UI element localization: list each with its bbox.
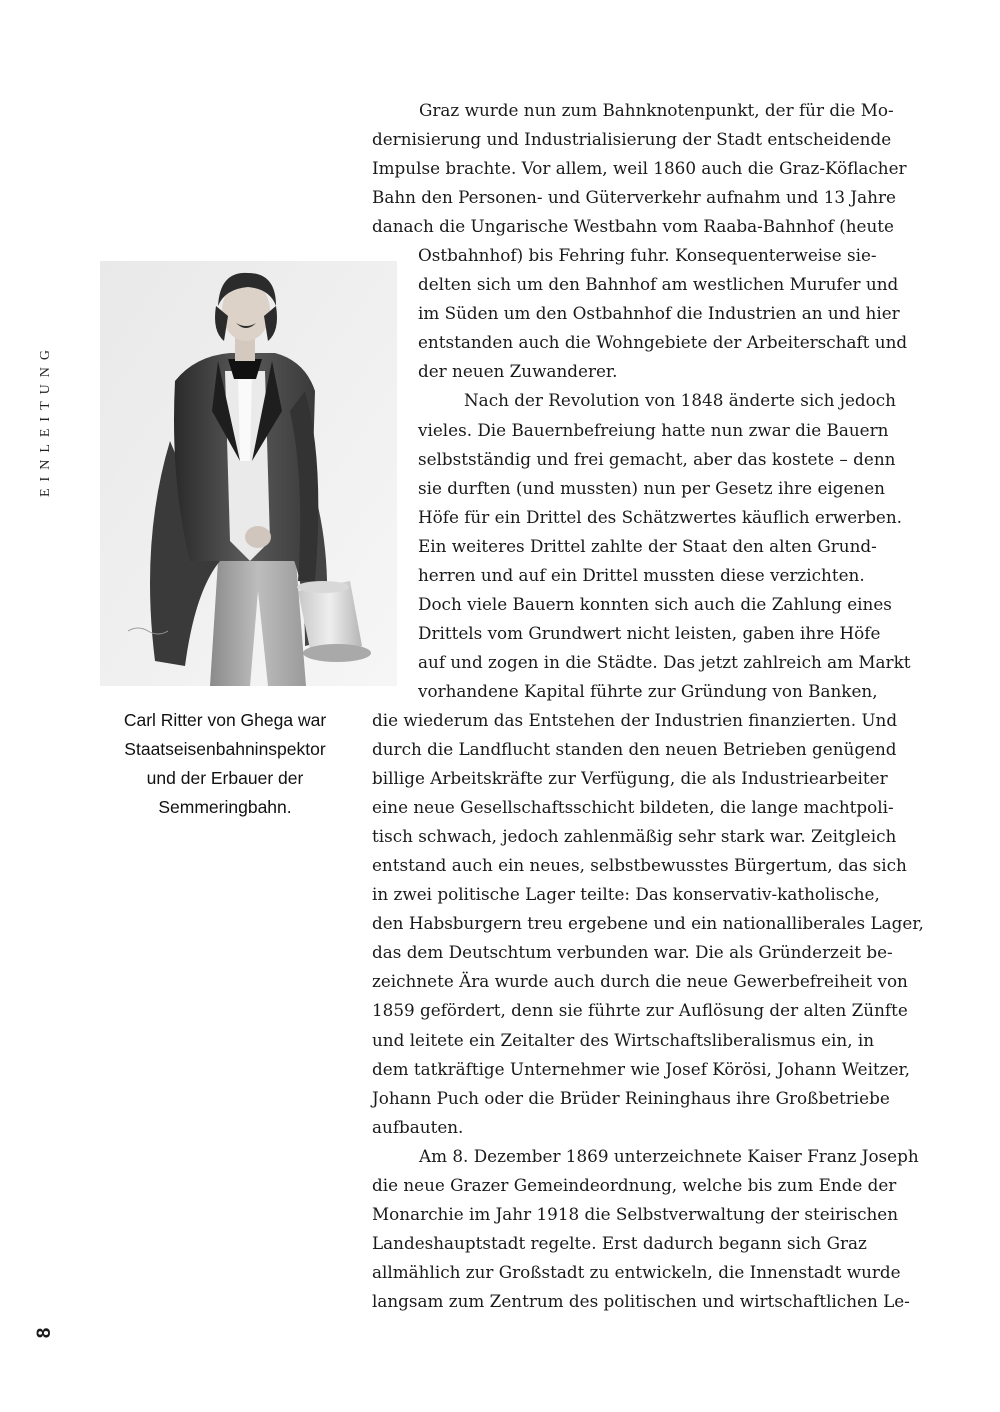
text-line: Johann Puch oder die Brüder Reininghaus ihre Großbetriebe [372,1087,890,1108]
text-line: Graz wurde nun zum Bahnknotenpunkt, der für die Mo- [419,100,894,120]
text-line: der neuen Zuwanderer. [418,361,618,382]
text-line: Ein weiteres Drittel zahlte der Staat den alten Grund- [418,535,877,556]
text-line: durch die Landflucht standen den neuen Betrieben genügend [372,739,897,760]
text-line: Impulse brachte. Vor allem, weil 1860 auch die Graz-Köflacher [372,158,907,179]
text-line: die wiederum das Entstehen der Industrien finanzierten. Und [372,709,898,730]
caption-line: Staatseisenbahninspektor [124,739,326,759]
text-line: Am 8. Dezember 1869 unterzeichnete Kaiser Franz Joseph [419,1145,919,1166]
text-line: sie durften (und mussten) nun per Gesetz ihre eigenen [418,477,885,498]
text-line: vieles. Die Bauernbefreiung hatte nun zwar die Bauern [418,419,889,440]
text-line: entstand auch ein neues, selbstbewusstes Bürgertum, das sich [372,855,907,876]
text-line: auf und zogen in die Städte. Das jetzt zahlreich am Markt [418,651,911,672]
text-line: 1859 gefördert, denn sie führte zur Auflösung der alten Zünfte [372,1000,908,1021]
page-number: 8 [34,1327,55,1339]
caption-line: Semmeringbahn. [158,797,292,817]
text-line: herren und auf ein Drittel mussten diese verzichten. [418,564,865,585]
text-line: Nach der Revolution von 1848 änderte sich jedoch [464,390,896,411]
caption-line: und der Erbauer der [146,768,304,788]
body-text [0,96,1000,1316]
text-line: und leitete ein Zeitalter des Wirtschaftsliberalismus ein, in [372,1029,875,1050]
caption-line: Carl Ritter von Ghega war [123,710,327,730]
text-line: das dem Deutschtum verbunden war. Die als Gründerzeit be- [372,942,893,963]
text-line: in zwei politische Lager teilte: Das konservativ-katholische, [372,884,880,905]
text-line: den Habsburgern treu ergebene und ein nationalliberales Lager, [372,913,924,934]
text-line: billige Arbeitskräfte zur Verfügung, die als Industriearbeiter [372,768,888,789]
text-line: im Süden um den Ostbahnhof die Industrien an und hier [418,303,900,324]
text-line: zeichnete Ära wurde auch durch die neue Gewerbefreiheit von [372,971,908,992]
text-line: langsam zum Zentrum des politischen und wirtschaftlichen Le- [372,1290,910,1311]
text-line: entstanden auch die Wohngebiete der Arbeiterschaft und [418,332,908,353]
text-line: dernisierung und Industrialisierung der Stadt entscheidende [372,129,892,150]
text-line: eine neue Gesellschaftsschicht bildeten, die lange machtpoli- [372,797,894,818]
text-line: Drittels vom Grundwert nicht leisten, gaben ihre Höfe [418,622,881,643]
text-line: Doch viele Bauern konnten sich auch die Zahlung eines [418,593,892,614]
text-line: delten sich um den Bahnhof am westlichen Murufer und [418,274,899,295]
text-line: Höfe für ein Drittel des Schätzwertes käuflich erwerben. [418,506,903,527]
text-line: Landeshauptstadt regelte. Erst dadurch begann sich Graz [372,1232,867,1253]
text-line: danach die Ungarische Westbahn vom Raaba-Bahnhof (heute [372,216,894,237]
text-line: Bahn den Personen- und Güterverkehr aufnahm und 13 Jahre [372,187,896,208]
text-line: tisch schwach, jedoch zahlenmäßig sehr stark war. Zeitgleich [372,826,897,847]
text-line: Ostbahnhof) bis Fehring fuhr. Konsequenterweise sie- [418,245,877,266]
text-line: dem tatkräftige Unternehmer wie Josef Körösi, Johann Weitzer, [372,1058,911,1079]
running-section-label: EINLEITUNG [38,343,53,497]
text-line: Monarchie im Jahr 1918 die Selbstverwaltung der steirischen [372,1203,899,1224]
text-line: aufbauten. [372,1116,464,1137]
text-line: vorhandene Kapital führte zur Gründung von Banken, [418,680,878,701]
text-line: die neue Grazer Gemeindeordnung, welche bis zum Ende der [372,1174,897,1195]
text-line: selbstständig und frei gemacht, aber das kostete – denn [418,448,896,469]
text-line: allmählich zur Großstadt zu entwickeln, die Innenstadt wurde [372,1261,901,1282]
